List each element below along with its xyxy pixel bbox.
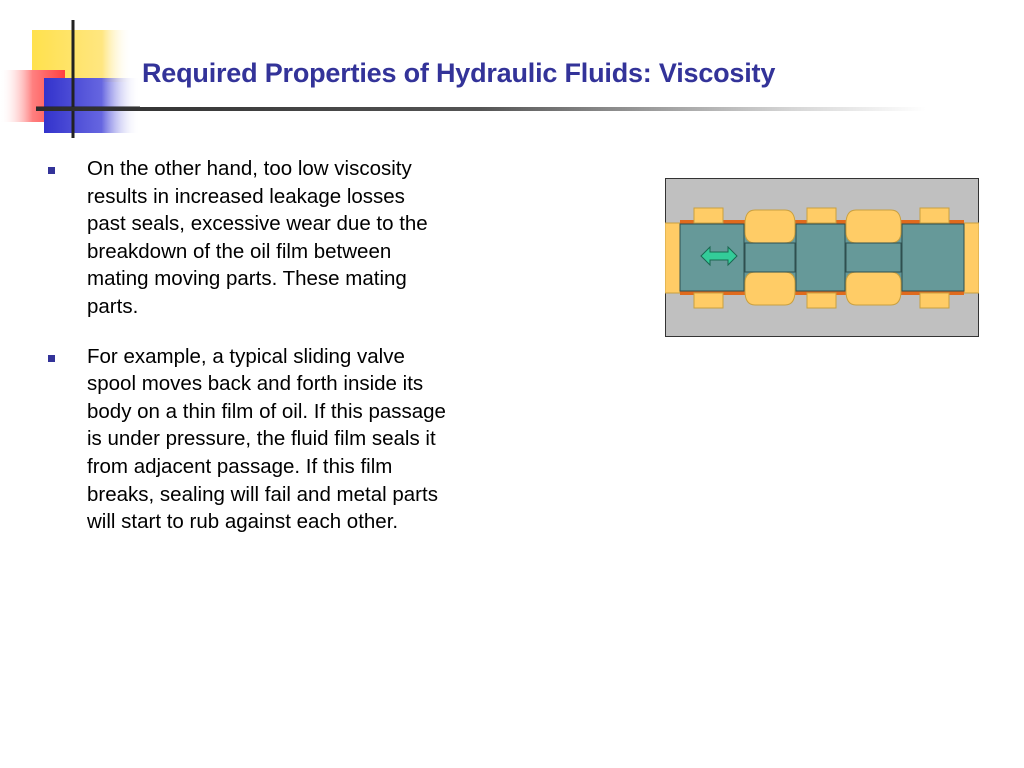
- valve-spool-diagram: [665, 178, 979, 337]
- top-slot: [920, 208, 949, 223]
- spool-land-bottom: [745, 272, 795, 305]
- square-bullet-icon: [48, 355, 55, 362]
- square-bullet-icon: [48, 167, 55, 174]
- bullet-text: On the other hand, too low viscosity results in increased leakage losses past seals, excessive wear due to the breakdown of the oil film between mating moving parts. These mating parts.: [87, 157, 428, 318]
- bottom-slot: [920, 293, 949, 308]
- bullet-item-sliding-spool: [48, 343, 448, 536]
- left-port: [665, 223, 680, 293]
- bullet-list: [48, 155, 448, 558]
- title-divider: [36, 107, 926, 111]
- logo-blue-square: [44, 78, 140, 133]
- spool-section: [902, 224, 964, 291]
- right-port: [964, 223, 979, 293]
- bottom-slot: [807, 293, 836, 308]
- bullet-text: For example, a typical sliding valve spool moves back and forth inside its body on a thin film of oil. If this passage is under pressure, the fluid film seals it from adjacent passage. If this film breaks, sealing will fail and metal parts will start to rub against each other.: [87, 344, 446, 534]
- bullet-item-low-viscosity: [48, 155, 448, 321]
- spool-neck: [745, 243, 795, 272]
- corner-squares-logo: [0, 0, 140, 145]
- spool-section: [796, 224, 845, 291]
- top-slot: [694, 208, 723, 223]
- spool-neck: [846, 243, 901, 272]
- top-slot: [807, 208, 836, 223]
- spool-land-top: [745, 210, 795, 243]
- slide-title: Required Properties of Hydraulic Fluids: Viscosity: [142, 58, 776, 88]
- bottom-slot: [694, 293, 723, 308]
- spool-land-bottom: [846, 272, 901, 305]
- spool-land-top: [846, 210, 901, 243]
